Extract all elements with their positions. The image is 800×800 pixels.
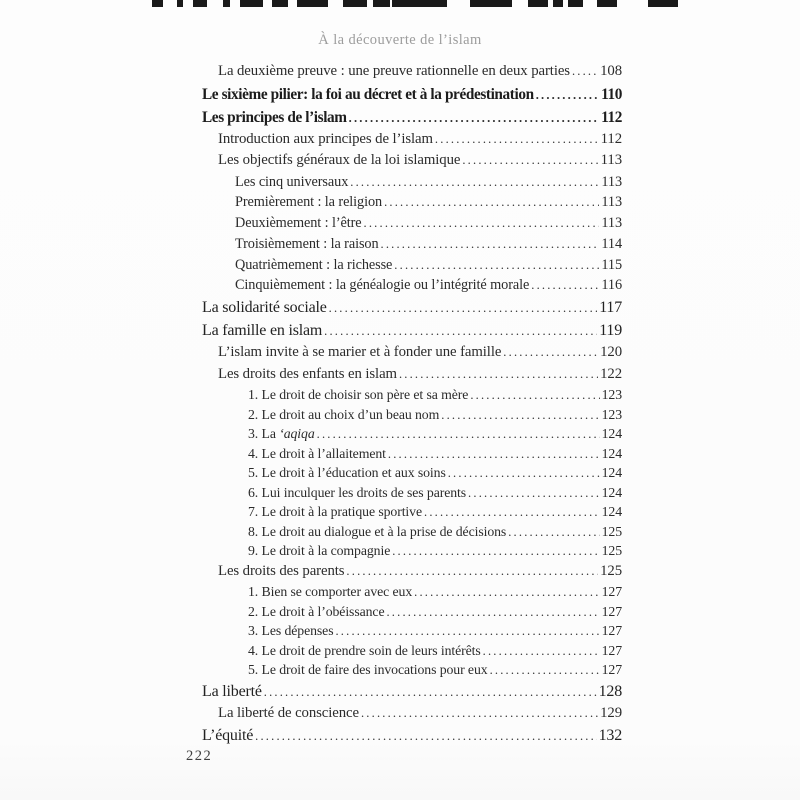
toc-entry-title: Deuxièmement : l’être	[235, 215, 362, 232]
toc-entry-title: 1. Le droit de choisir son père et sa mère	[248, 387, 469, 403]
toc-dot-leader	[399, 364, 598, 386]
toc-entry-page: 127	[601, 662, 622, 678]
toc-entry-title: La liberté de conscience	[218, 704, 359, 721]
toc-dot-leader	[424, 502, 600, 523]
toc-dot-leader	[329, 296, 598, 320]
toc-entry	[202, 502, 622, 522]
scan-artifact-mark	[373, 0, 390, 7]
table-of-contents	[202, 61, 622, 747]
toc-entry-page: 113	[601, 173, 622, 190]
toc-entry-page: 124	[601, 445, 622, 461]
scan-artifact-mark	[553, 0, 563, 7]
toc-entry-page: 127	[601, 642, 622, 658]
toc-entry-title: L’islam invite à se marier et à fonder une famille	[218, 344, 502, 361]
toc-entry	[202, 703, 622, 725]
page-number-footer: 222	[186, 748, 213, 764]
toc-entry-page: 123	[601, 406, 622, 422]
toc-dot-leader	[572, 61, 598, 83]
scan-artifact-mark	[152, 0, 163, 7]
scan-artifact-mark	[392, 0, 447, 7]
toc-dot-leader	[503, 342, 598, 364]
toc-entry	[202, 255, 622, 276]
toc-dot-leader	[349, 106, 599, 130]
toc-entry-page: 110	[601, 85, 622, 103]
toc-entry-page: 114	[601, 235, 622, 252]
toc-entry	[202, 463, 622, 483]
scan-artifact-mark	[528, 0, 548, 7]
toc-entry	[202, 106, 622, 129]
toc-dot-leader	[384, 192, 599, 213]
scan-artifact-mark	[272, 0, 288, 7]
toc-dot-leader	[392, 541, 599, 562]
toc-dot-leader	[361, 703, 598, 725]
toc-entry	[202, 424, 622, 444]
scan-artifact-strip	[0, 0, 800, 9]
toc-entry	[202, 61, 622, 83]
toc-entry-title: La liberté	[202, 682, 262, 700]
toc-entry-title: 1. Bien se comporter avec eux	[248, 584, 413, 600]
toc-dot-leader	[388, 444, 600, 465]
toc-dot-leader	[441, 405, 599, 426]
toc-entry-title: La famille en islam	[202, 322, 323, 340]
toc-entry-page: 119	[599, 322, 622, 340]
toc-entry	[202, 296, 622, 319]
toc-dot-leader	[350, 172, 599, 193]
scan-artifact-mark	[568, 0, 583, 7]
toc-entry-page: 124	[601, 465, 622, 481]
toc-entry-title: Le sixième pilier: la foi au décret et à la prédestination	[202, 85, 534, 103]
toc-entry-page: 128	[598, 682, 622, 700]
toc-entry	[202, 275, 622, 296]
toc-dot-leader	[386, 602, 599, 623]
scan-artifact-mark	[343, 0, 367, 7]
toc-dot-leader	[448, 463, 600, 484]
scan-artifact-mark	[177, 0, 183, 7]
toc-entry-page: 125	[600, 562, 622, 579]
toc-entry-title: Introduction aux principes de l’islam	[218, 130, 433, 147]
toc-entry	[202, 385, 622, 405]
toc-entry-title: 7. Le droit à la pratique sportive	[248, 504, 422, 520]
toc-entry-title: Les objectifs généraux de la loi islamique	[218, 152, 461, 168]
toc-dot-leader	[490, 660, 600, 681]
toc-entry	[202, 444, 622, 464]
toc-dot-leader	[470, 385, 599, 406]
toc-entry	[202, 621, 622, 641]
toc-entry-title: 3. La ‘aqiqa	[248, 426, 315, 442]
toc-entry-title: Cinquièmement : la généalogie ou l’intégrité morale	[235, 277, 530, 294]
toc-entry-title: Les principes de l’islam	[202, 108, 347, 126]
toc-entry-title: 6. Lui inculquer les droits de ses parents	[248, 484, 467, 500]
toc-entry-page: 129	[600, 704, 622, 721]
toc-entry-page: 113	[601, 194, 622, 211]
toc-entry-title: L’équité	[202, 727, 254, 745]
toc-entry-title: Troisièmement : la raison	[235, 235, 379, 252]
toc-dot-leader	[346, 561, 598, 583]
toc-entry	[202, 234, 622, 255]
toc-entry	[202, 192, 622, 213]
toc-dot-leader	[531, 275, 599, 296]
running-header: À la découverte de l’islam	[318, 32, 482, 48]
toc-entry	[202, 602, 622, 622]
toc-dot-leader	[468, 483, 600, 504]
toc-entry	[202, 582, 622, 602]
toc-entry	[202, 641, 622, 661]
toc-dot-leader	[414, 582, 599, 603]
toc-dot-leader	[317, 424, 600, 445]
toc-entry	[202, 364, 622, 386]
toc-dot-leader	[335, 621, 599, 642]
toc-entry-page: 125	[601, 543, 622, 559]
toc-entry-title: 2. Le droit à l’obéissance	[248, 603, 385, 619]
toc-entry-page: 124	[601, 426, 622, 442]
toc-entry-page: 125	[601, 523, 622, 539]
toc-entry-title: 9. Le droit à la compagnie	[248, 543, 391, 559]
toc-dot-leader	[364, 213, 600, 234]
toc-entry	[202, 561, 622, 583]
toc-entry	[202, 319, 622, 342]
toc-entry-title: 4. Le droit de prendre soin de leurs intérêts	[248, 642, 481, 658]
toc-entry-title: 5. Le droit de faire des invocations pour eux	[248, 662, 488, 678]
toc-entry	[202, 541, 622, 561]
toc-entry-title: La deuxième preuve : une preuve rationnelle en deux parties	[218, 63, 570, 79]
toc-entry-title: 8. Le droit au dialogue et à la prise de décisions	[248, 523, 507, 539]
toc-entry	[202, 660, 622, 680]
toc-entry-title: Les droits des parents	[218, 562, 345, 579]
toc-entry	[202, 213, 622, 234]
toc-entry-page: 132	[598, 727, 622, 745]
toc-dot-leader	[536, 83, 599, 107]
toc-dot-leader	[381, 234, 600, 255]
toc-entry-title: Les droits des enfants en islam	[218, 365, 397, 382]
toc-dot-leader	[255, 724, 596, 748]
toc-entry-page: 117	[599, 299, 622, 317]
toc-entry-page: 124	[601, 504, 622, 520]
scan-artifact-mark	[240, 0, 263, 7]
toc-entry-page: 124	[601, 484, 622, 500]
toc-entry	[202, 150, 622, 172]
toc-entry-page: 127	[601, 584, 622, 600]
toc-entry	[202, 483, 622, 503]
toc-entry-title: Les cinq universaux	[235, 173, 349, 190]
toc-entry	[202, 405, 622, 425]
toc-entry-title: Quatrièmement : la richesse	[235, 256, 393, 273]
toc-dot-leader	[324, 319, 597, 343]
scan-artifact-mark	[648, 0, 678, 7]
scan-artifact-mark	[470, 0, 512, 7]
toc-entry-title: 2. Le droit au choix d’un beau nom	[248, 406, 440, 422]
toc-entry	[202, 680, 622, 703]
toc-entry-page: 127	[601, 603, 622, 619]
toc-entry	[202, 342, 622, 364]
toc-entry-page: 112	[600, 130, 622, 147]
toc-dot-leader	[462, 150, 598, 172]
toc-entry	[202, 83, 622, 106]
toc-entry-page: 115	[601, 256, 622, 273]
scan-artifact-mark	[223, 0, 230, 7]
toc-entry-page: 127	[601, 623, 622, 639]
scan-artifact-mark	[597, 0, 617, 7]
toc-entry-title: Premièrement : la religion	[235, 194, 383, 211]
toc-entry-page: 123	[601, 387, 622, 403]
toc-dot-leader	[435, 129, 599, 151]
toc-entry	[202, 724, 622, 747]
toc-entry-page: 120	[600, 344, 622, 361]
scan-artifact-mark	[297, 0, 328, 7]
toc-entry-page: 122	[600, 365, 622, 382]
toc-entry-title: La solidarité sociale	[202, 299, 327, 317]
toc-entry-page: 113	[601, 215, 622, 232]
toc-entry-page: 116	[601, 277, 622, 294]
toc-entry	[202, 129, 622, 151]
toc-dot-leader	[394, 255, 599, 276]
toc-entry-page: 112	[601, 108, 622, 126]
toc-entry-title: 4. Le droit à l’allaitement	[248, 445, 386, 461]
toc-entry-page: 113	[600, 152, 622, 168]
toc-dot-leader	[264, 680, 597, 704]
toc-dot-leader	[483, 641, 600, 662]
toc-entry-page: 108	[600, 63, 622, 79]
toc-entry-title: 5. Le droit à l’éducation et aux soins	[248, 465, 446, 481]
toc-entry-title: 3. Les dépenses	[248, 623, 334, 639]
toc-entry	[202, 172, 622, 193]
toc-entry	[202, 522, 622, 542]
toc-dot-leader	[508, 522, 599, 543]
scan-artifact-mark	[193, 0, 207, 7]
